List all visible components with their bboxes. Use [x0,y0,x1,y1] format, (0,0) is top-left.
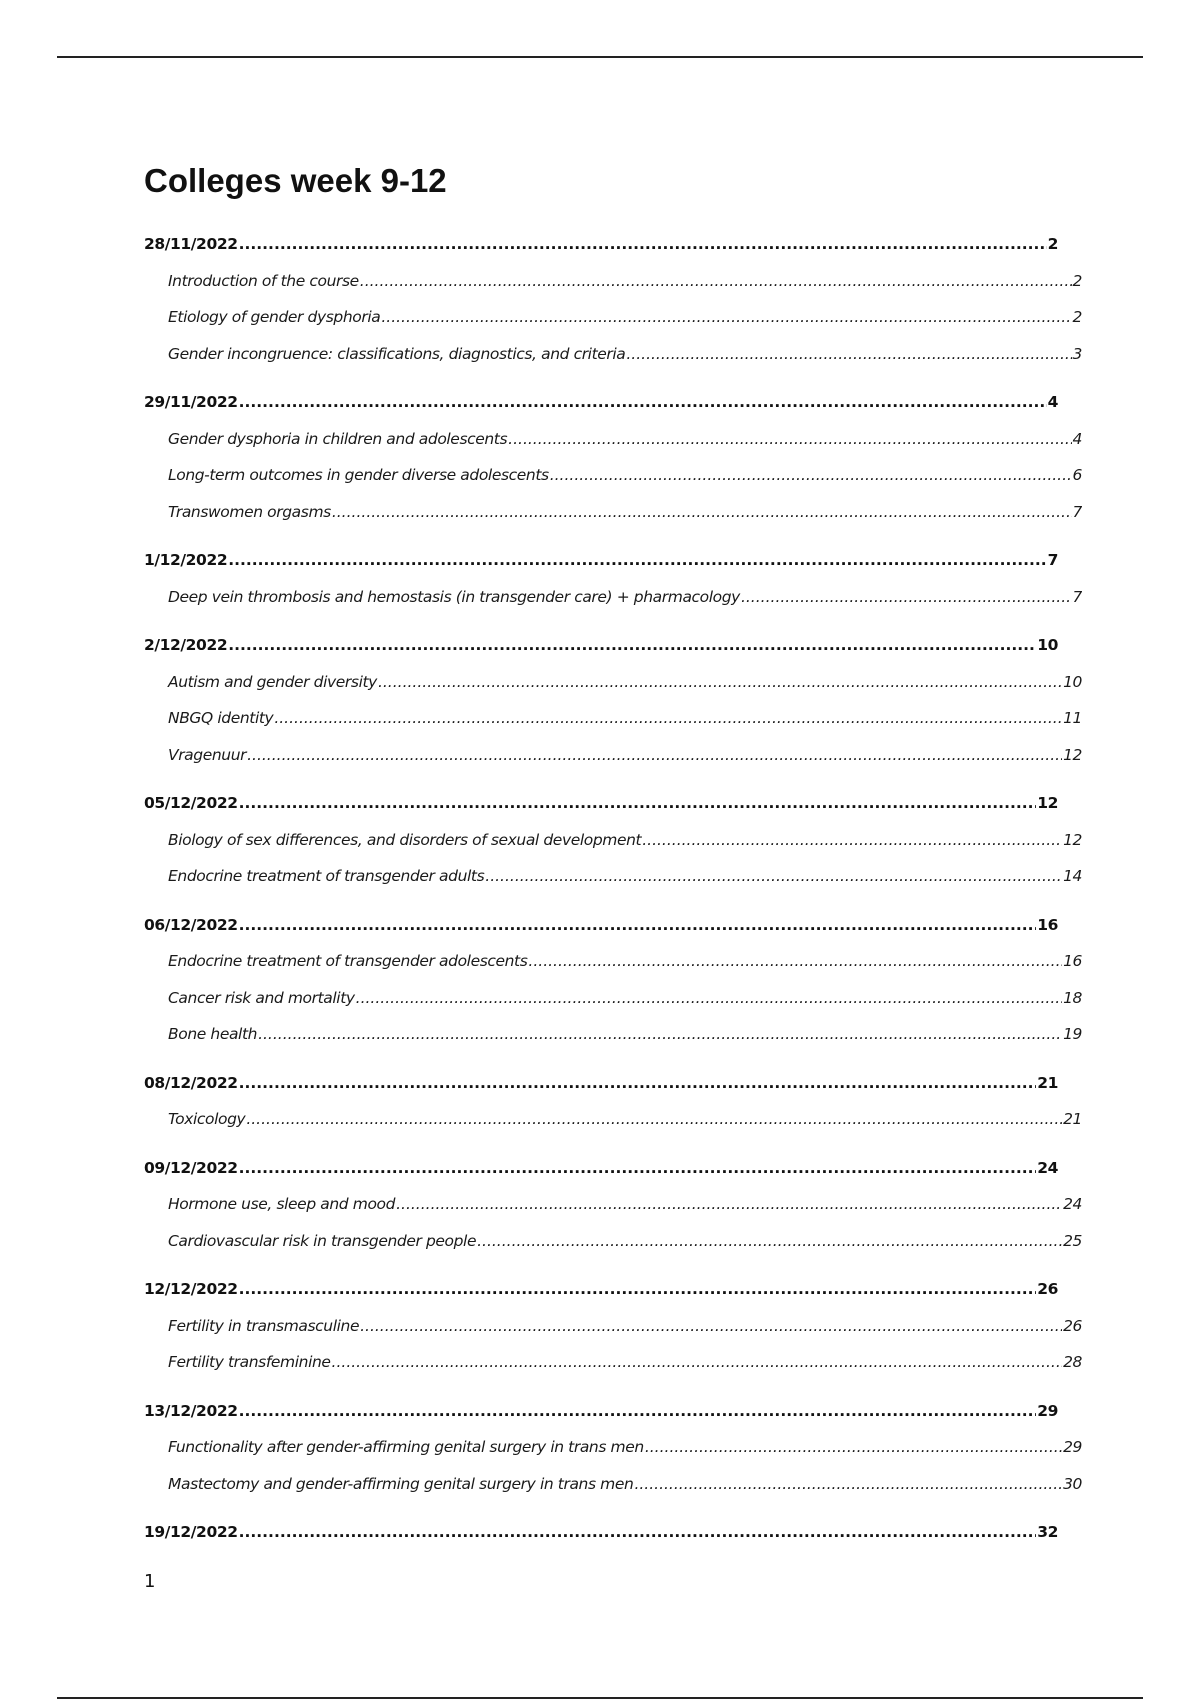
toc-date-section [144,785,1082,895]
toc-topic-entry[interactable] [144,980,1082,1017]
toc-entry-label: Vragenuur [168,745,247,764]
toc-entry-page-number: 30 [1063,1474,1082,1493]
toc-entry-page-number: 12 [1063,745,1082,764]
dot-leader [239,907,1037,943]
toc-entry-page-number: 14 [1063,867,1082,885]
toc-topic-entry[interactable] [144,1429,1082,1466]
toc-entry-label: 12/12/2022 [144,1280,238,1298]
dot-leader [378,664,1062,700]
dot-leader [381,299,1071,335]
toc-date-section [144,1271,1082,1381]
dot-leader [332,494,1072,530]
page-top-rule [57,56,1143,58]
toc-entry-label: Endocrine treatment of transgender adolescents [168,952,528,970]
toc-date-heading[interactable] [144,226,1058,263]
dot-leader [274,700,1062,736]
toc-entry-label: 08/12/2022 [144,1073,238,1092]
dot-leader [528,943,1062,979]
toc-topic-entry[interactable] [144,858,1082,895]
toc-topic-entry[interactable] [144,421,1082,458]
toc-date-heading[interactable] [144,1393,1058,1430]
toc-topic-entry[interactable] [144,1344,1082,1381]
toc-date-section [144,627,1082,773]
toc-entry-page-number: 2 [1047,235,1058,253]
toc-entry-label: Deep vein thrombosis and hemostasis (in transgender care) + pharmacology [168,587,740,606]
dot-leader [360,263,1072,299]
document-title: Colleges week 9-12 [144,162,447,199]
toc-entry-page-number: 2 [1072,271,1082,290]
toc-entry-page-number: 28 [1063,1353,1082,1371]
dot-leader [228,627,1036,663]
toc-entry-page-number: 4 [1047,393,1058,411]
dot-leader [228,542,1046,578]
toc-entry-page-number: 25 [1063,1231,1082,1250]
toc-date-heading[interactable] [144,1150,1058,1187]
toc-topic-entry[interactable] [144,700,1082,737]
table-of-contents [144,226,1082,1563]
dot-leader [550,457,1072,493]
dot-leader [239,1065,1037,1101]
toc-entry-label: 09/12/2022 [144,1158,238,1177]
toc-entry-label: 05/12/2022 [144,794,238,812]
dot-leader [239,785,1037,821]
toc-entry-label: Bone health [168,1025,258,1043]
toc-date-section [144,384,1082,530]
toc-entry-page-number: 24 [1063,1195,1082,1213]
toc-date-heading[interactable] [144,785,1058,822]
toc-entry-page-number: 16 [1037,915,1058,934]
toc-entry-label: Fertility transfeminine [168,1353,331,1371]
toc-entry-label: Gender dysphoria in children and adolescents [168,429,508,448]
toc-entry-label: Gender incongruence: classifications, diagnostics, and criteria [168,344,626,363]
toc-entry-page-number: 16 [1063,952,1082,970]
toc-entry-page-number: 4 [1072,429,1082,448]
dot-leader [626,336,1071,372]
toc-topic-entry[interactable] [144,494,1082,531]
dot-leader [332,1344,1063,1380]
dot-leader [247,737,1062,773]
page-number: 1 [144,1571,156,1592]
toc-entry-page-number: 19 [1063,1025,1082,1043]
toc-topic-entry[interactable] [144,299,1082,336]
toc-entry-label: Cancer risk and mortality [168,988,355,1007]
toc-entry-label: Functionality after gender-affirming genital surgery in trans men [168,1438,644,1456]
toc-entry-page-number: 10 [1063,672,1082,691]
toc-entry-page-number: 11 [1063,709,1082,727]
toc-entry-page-number: 21 [1063,1110,1082,1128]
dot-leader [246,1101,1062,1137]
dot-leader [634,1466,1062,1502]
page-bottom-rule [57,1697,1143,1699]
toc-entry-page-number: 7 [1072,502,1082,521]
toc-entry-page-number: 7 [1072,587,1082,606]
toc-entry-page-number: 21 [1037,1073,1058,1092]
dot-leader [508,421,1071,457]
toc-date-section [144,907,1082,1053]
toc-date-section [144,542,1082,615]
toc-topic-entry[interactable] [144,579,1082,616]
toc-date-heading[interactable] [144,627,1058,664]
toc-entry-label: Autism and gender diversity [168,672,377,691]
dot-leader [485,858,1062,894]
dot-leader [239,226,1047,262]
toc-entry-page-number: 12 [1063,830,1082,849]
toc-date-heading[interactable] [144,1065,1058,1102]
dot-leader [642,822,1062,858]
toc-entry-page-number: 32 [1037,1523,1058,1541]
dot-leader [477,1223,1062,1259]
dot-leader [258,1016,1062,1052]
toc-date-heading[interactable] [144,1514,1058,1551]
dot-leader [239,384,1047,420]
toc-topic-entry[interactable] [144,1223,1082,1260]
toc-entry-label: 19/12/2022 [144,1523,238,1541]
toc-topic-entry[interactable] [144,1466,1082,1503]
toc-entry-page-number: 7 [1047,551,1058,569]
dot-leader [239,1271,1037,1307]
dot-leader [239,1150,1037,1186]
toc-topic-entry[interactable] [144,664,1082,701]
toc-entry-label: NBGQ identity [168,709,274,727]
toc-entry-label: Transwomen orgasms [168,502,331,521]
toc-date-section [144,1150,1082,1260]
toc-entry-label: 13/12/2022 [144,1401,238,1420]
toc-date-heading[interactable] [144,907,1058,944]
toc-entry-label: Hormone use, sleep and mood [168,1195,396,1213]
toc-entry-page-number: 26 [1063,1316,1082,1335]
dot-leader [396,1186,1062,1222]
toc-topic-entry[interactable] [144,457,1082,494]
toc-entry-label: 2/12/2022 [144,636,228,654]
toc-entry-label: Etiology of gender dysphoria [168,308,381,326]
toc-entry-label: Introduction of the course [168,271,359,290]
toc-entry-label: 28/11/2022 [144,235,238,253]
toc-entry-label: Long-term outcomes in gender diverse adolescents [168,466,549,484]
toc-entry-label: Endocrine treatment of transgender adults [168,867,485,885]
toc-topic-entry[interactable] [144,263,1082,300]
dot-leader [360,1308,1062,1344]
toc-date-section [144,1393,1082,1503]
toc-entry-page-number: 24 [1037,1158,1058,1177]
dot-leader [741,579,1072,615]
toc-topic-entry[interactable] [144,1186,1082,1223]
toc-date-heading[interactable] [144,1271,1058,1308]
toc-date-heading[interactable] [144,542,1058,579]
toc-date-heading[interactable] [144,384,1058,421]
toc-entry-label: Biology of sex differences, and disorders of sexual development [168,830,642,849]
toc-entry-page-number: 29 [1063,1438,1082,1456]
toc-entry-label: Toxicology [168,1110,246,1128]
toc-entry-page-number: 10 [1037,636,1058,654]
toc-entry-page-number: 29 [1037,1401,1058,1420]
toc-entry-label: Mastectomy and gender-affirming genital surgery in trans men [168,1474,634,1493]
toc-entry-label: 06/12/2022 [144,915,238,934]
toc-date-section [144,1514,1058,1551]
toc-date-section [144,226,1082,372]
toc-entry-page-number: 6 [1072,466,1082,484]
dot-leader [239,1393,1037,1429]
toc-entry-label: 29/11/2022 [144,393,238,411]
toc-topic-entry[interactable] [144,336,1082,373]
toc-entry-page-number: 2 [1072,308,1082,326]
toc-topic-entry[interactable] [144,1308,1082,1345]
toc-entry-label: 1/12/2022 [144,551,228,569]
toc-entry-page-number: 18 [1063,988,1082,1007]
toc-topic-entry[interactable] [144,822,1082,859]
toc-topic-entry[interactable] [144,943,1082,980]
toc-entry-page-number: 26 [1037,1280,1058,1298]
toc-date-section [144,1065,1082,1138]
dot-leader [356,980,1062,1016]
toc-entry-page-number: 12 [1037,794,1058,812]
toc-topic-entry[interactable] [144,1101,1082,1138]
toc-topic-entry[interactable] [144,1016,1082,1053]
toc-entry-label: Fertility in transmasculine [168,1316,360,1335]
toc-topic-entry[interactable] [144,737,1082,774]
toc-entry-label: Cardiovascular risk in transgender people [168,1231,477,1250]
dot-leader [645,1429,1062,1465]
dot-leader [239,1514,1037,1550]
toc-entry-page-number: 3 [1072,344,1082,363]
